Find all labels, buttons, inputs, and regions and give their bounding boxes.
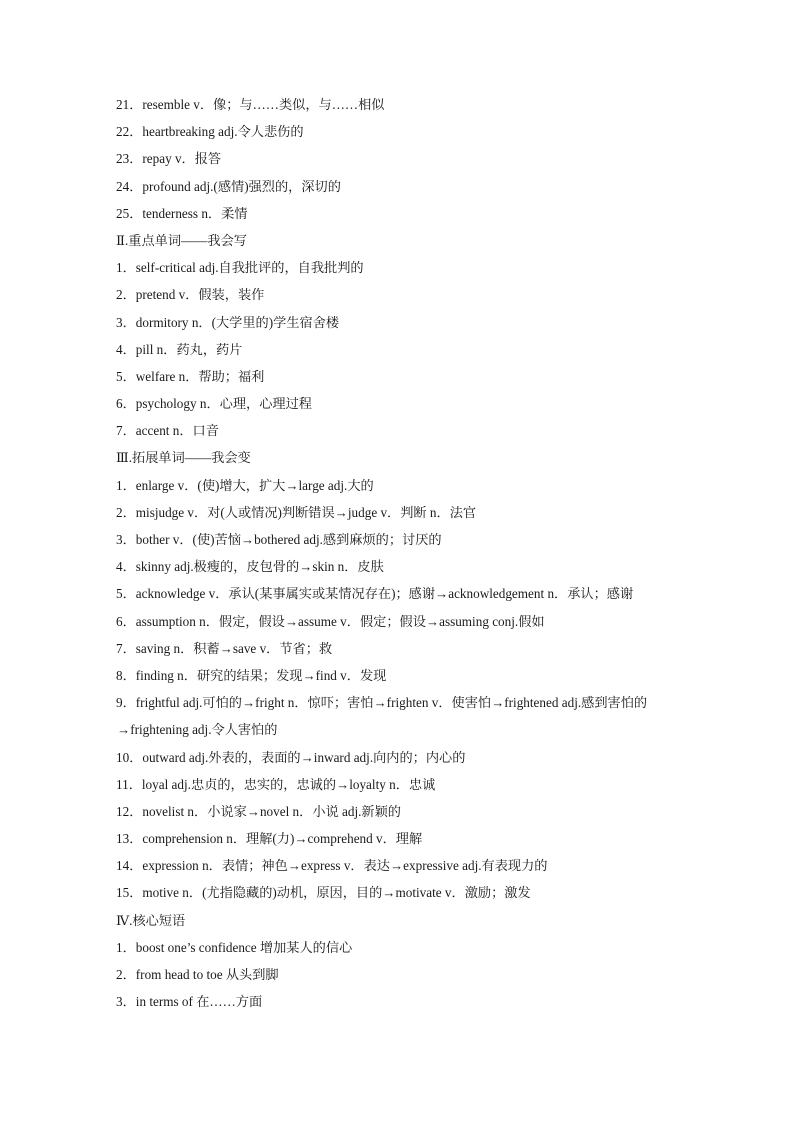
- vocab-entry: 2．pretend v．假装，装作: [116, 287, 265, 303]
- vocab-entry: 5．acknowledge v．承认(某事属实或某情况存在)；感谢→acknowledgement n．承认；感谢: [116, 586, 634, 602]
- vocab-entry: 23．repay v．报答: [116, 151, 222, 167]
- vocab-entry: 2．misjudge v．对(人或情况)判断错误→judge v．判断 n．法官: [116, 504, 477, 520]
- vocab-entry: 8．finding n．研究的结果；发现→find v．发现: [116, 667, 387, 683]
- vocab-entry: 6．psychology n．心理，心理过程: [116, 396, 312, 412]
- vocab-entry: 9．frightful adj.可怕的→fright n．惊吓；害怕→frighten v．使害怕→frightened adj.感到害怕的: [116, 695, 648, 711]
- vocab-entry: 3．dormitory n．(大学里的)学生宿舍楼: [116, 314, 340, 330]
- vocab-entry: 12．novelist n．小说家→novel n．小说 adj.新颖的: [116, 803, 401, 819]
- vocab-entry: 5．welfare n．帮助；福利: [116, 368, 265, 384]
- vocab-entry: 24．profound adj.(感情)强烈的，深切的: [116, 178, 341, 194]
- vocab-entry: 7．saving n．积蓄→save v．节省；救: [116, 640, 333, 656]
- entry-continuation: →frightening adj.令人害怕的: [117, 722, 278, 738]
- vocab-entry: 3．bother v．(使)苦恼→bothered adj.感到麻烦的；讨厌的: [116, 532, 442, 547]
- section-heading: Ⅳ.核心短语: [116, 912, 186, 928]
- vocab-entry: 4．skinny adj.极瘦的，皮包骨的→skin n．皮肤: [116, 559, 384, 575]
- vocab-entry: 6．assumption n．假定，假设→assume v．假定；假设→assuming conj.假如: [116, 613, 545, 629]
- vocab-entry: 2．from head to toe 从头到脚: [116, 967, 279, 982]
- vocab-entry: 13．comprehension n．理解(力)→comprehend v．理解: [116, 831, 423, 847]
- vocab-entry: 10．outward adj.外表的，表面的→inward adj.向内的；内心的: [116, 749, 466, 765]
- vocab-entry: 1．boost one’s confidence 增加某人的信心: [116, 939, 353, 955]
- vocab-entry: 14．expression n．表情；神色→express v．表达→expressive adj.有表现力的: [116, 858, 548, 874]
- vocab-entry: 25．tenderness n．柔情: [116, 205, 248, 221]
- section-heading: Ⅲ.拓展单词——我会变: [116, 450, 251, 466]
- vocab-entry: 15．motive n．(尤指隐藏的)动机，原因，目的→motivate v．激励；激发: [116, 885, 531, 901]
- section-heading: Ⅱ.重点单词——我会写: [116, 232, 247, 248]
- vocab-entry: 3．in terms of 在……方面: [116, 994, 263, 1010]
- vocab-entry: 1．self-critical adj.自我批评的，自我批判的: [116, 260, 364, 276]
- vocab-entry: 21．resemble v．像；与……类似，与……相似: [116, 97, 385, 112]
- vocab-entry: 4．pill n．药丸，药片: [116, 341, 243, 357]
- vocab-entry: 7．accent n．口音: [116, 423, 219, 439]
- vocab-entry: 1．enlarge v．(使)增大，扩大→large adj.大的: [116, 477, 374, 493]
- vocab-entry: 11．loyal adj.忠贞的，忠实的，忠诚的→loyalty n．忠诚: [116, 776, 436, 792]
- vocabulary-list: [116, 91, 716, 1015]
- vocab-entry: 22．heartbreaking adj.令人悲伤的: [116, 124, 304, 140]
